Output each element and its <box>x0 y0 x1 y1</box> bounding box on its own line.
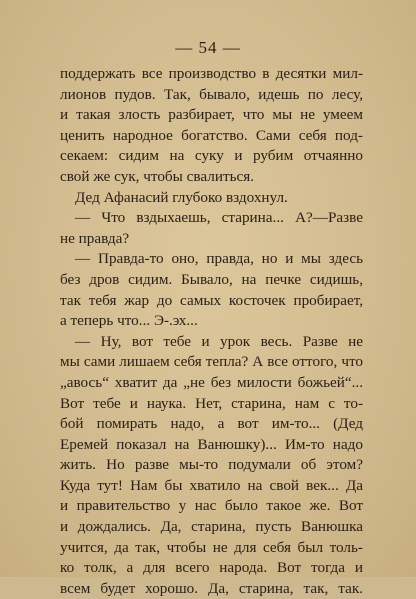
text-line: лионов пудов. Так, бывало, идешь по лесу, <box>60 85 363 103</box>
text-line: — Что вздыхаешь, старина... А?—Разве <box>75 209 363 227</box>
text-line: без дров сидим. Бывало, на печке сидишь, <box>60 270 363 288</box>
text-line: и правительство у нас было такое же. Вот <box>60 497 363 515</box>
text-line: и дождались. Да, старина, пусть Ванюшка <box>60 518 363 536</box>
text-line: Вот тебе и наука. Нет, старина, нам с то- <box>60 394 363 412</box>
text-line: и такая злость разбирает, что мы не умеем <box>60 106 363 124</box>
text-line: жить. Но разве мы-то подумали об этом? <box>60 456 363 474</box>
text-line: поддержать все производство в десятки мил- <box>60 65 363 82</box>
text-line: не правда? <box>60 229 130 247</box>
text-line: мы сами лишаем себя тепла? А все оттого, что <box>60 353 363 371</box>
text-line: Дед Афанасий глубоко вздохнул. <box>75 188 288 206</box>
text-line: Еремей показал на Ванюшку)... Им-то надо <box>60 435 363 453</box>
text-line: — Правда-то оно, правда, но и мы здесь <box>75 250 363 268</box>
text-line: ко толк, а для всего народа. Вот тогда и <box>60 559 363 577</box>
text-line: так тебя жар до самых косточек пробирает, <box>60 291 363 309</box>
text-line: — Ну, вот тебе и урок весь. Разве не <box>75 332 363 350</box>
text-line: учится, да так, чтобы не для себя был толь- <box>60 538 363 556</box>
text-line: свой же сук, чтобы свалиться. <box>60 167 255 185</box>
text-line: бой помирать надо, а вот им-то... (Дед <box>60 415 363 433</box>
text-line: секаем: сидим на суку и рубим отчаянно <box>60 147 363 165</box>
text-line: „авось“ хватит да „не без милости божьей“... <box>60 373 363 391</box>
text-line: ценить народное богатство. Сами себя под- <box>60 126 363 144</box>
text-line: а теперь что... Э-.эх... <box>60 312 198 330</box>
body-text <box>60 64 363 599</box>
page-number: — 54 — <box>175 38 241 57</box>
text-line: Куда тут! Нам бы хватило на свой век... Да <box>60 476 363 494</box>
text-line: всем будет хорошо. Да, старина, так, так. <box>60 579 363 597</box>
